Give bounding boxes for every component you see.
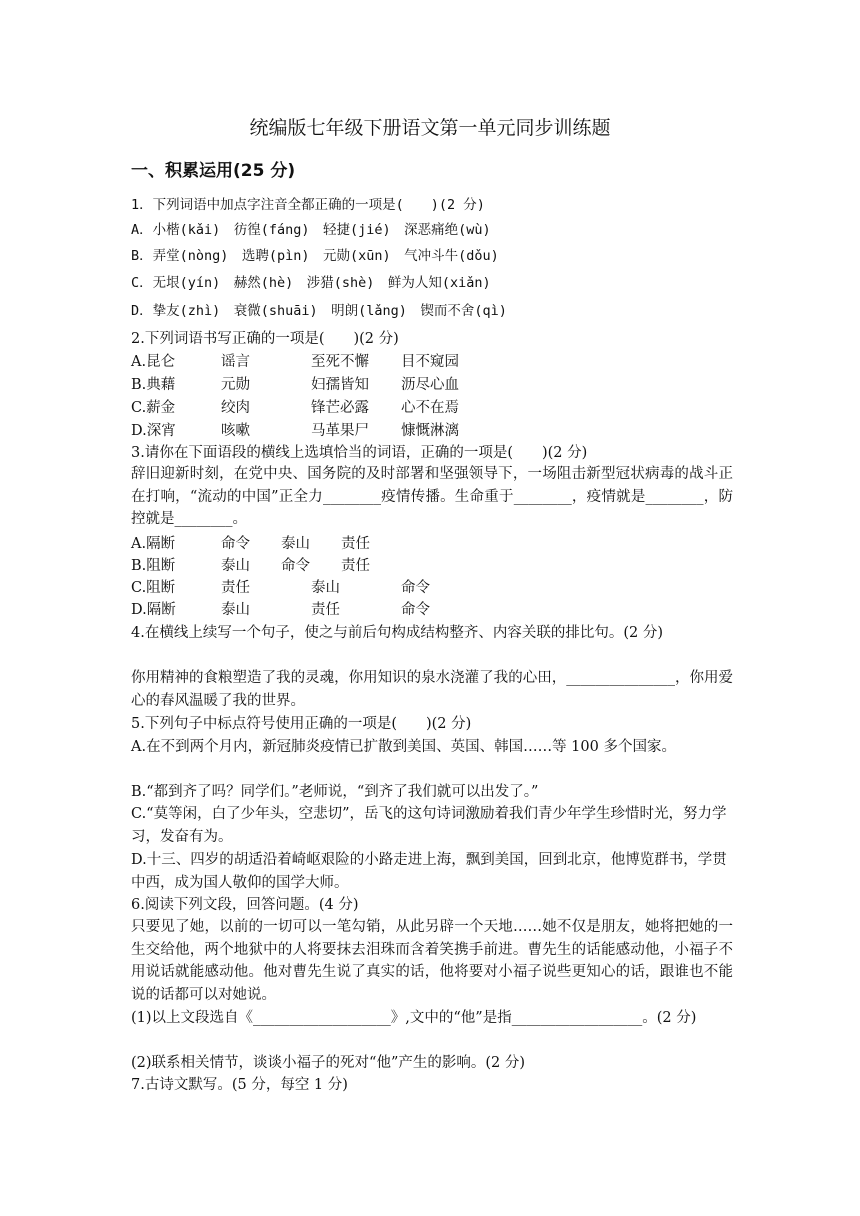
q2-cell: 锋芒必露: [311, 400, 369, 416]
q1-option-d: D．挚友(zhì) 衰微(shuāi) 明朗(lǎng) 锲而不舍(qì): [131, 303, 507, 319]
q2-cell: 慷慨淋漓: [401, 423, 459, 439]
q4-passage: 你用精神的食粮塑造了我的灵魂，你用知识的泉水浇灌了我的心田，_______________，你用爱心的春风温暖了我的世界。: [131, 670, 733, 709]
q3-cell: 泰山: [311, 580, 340, 596]
q4-stem: 4.在横线上续写一个句子，使之与前后句构成结构整齐、内容关联的排比句。(2 分): [131, 625, 663, 641]
q3-cell: 命令: [401, 602, 430, 618]
q2-cell: 目不窥园: [401, 354, 459, 370]
q6-sub2: (2)联系相关情节，谈谈小福子的死对“他”产生的影响。(2 分): [131, 1055, 526, 1071]
q2-row-d: [131, 420, 731, 442]
q2-cell: 心不在焉: [401, 400, 459, 416]
q5-option-a: A.在不到两个月内，新冠肺炎疫情已扩散到美国、英国、韩国……等 100 多个国家。: [131, 739, 676, 755]
q3-cell: 责任: [341, 536, 370, 552]
q2-cell: 谣言: [221, 354, 250, 370]
q3-row-b: [131, 555, 731, 577]
q2-cell: 咳嗽: [221, 423, 250, 439]
q2-row-b: [131, 374, 731, 396]
q2-cell: 至死不懈: [311, 354, 369, 370]
q2-row-c: [131, 397, 731, 419]
q3-cell: 命令: [221, 536, 250, 552]
q3-cell: 责任: [221, 580, 250, 596]
q5-option-d: D.十三、四岁的胡适沿着崎岖艰险的小路走进上海，飘到美国，回到北京，他博览群书，学贯中西，成为国人敬仰的国学大师。: [131, 852, 727, 891]
q3-row-a: [131, 533, 731, 555]
q1-option-b: B．弄堂(nòng) 选聘(pìn) 元勋(xūn) 气冲斗牛(dǒu): [131, 248, 499, 264]
q3-row-d: [131, 599, 731, 621]
q3-cell: 泰山: [221, 602, 250, 618]
q3-stem: 3.请你在下面语段的横线上选填恰当的词语，正确的一项是( )(2 分): [131, 445, 588, 461]
q3-cell: 泰山: [221, 558, 250, 574]
q2-cell: 妇孺皆知: [311, 377, 369, 393]
q3-cell: B.阻断: [131, 558, 176, 574]
q1-option-c: C．无垠(yín) 赫然(hè) 涉猎(shè) 鲜为人知(xiǎn): [131, 275, 491, 291]
document-title: 统编版七年级下册语文第一单元同步训练题: [249, 117, 611, 139]
q1-option-a: A．小楷(kǎi) 彷徨(fáng) 轻捷(jié) 深恶痛绝(wù): [131, 222, 491, 238]
q3-cell: 泰山: [281, 536, 310, 552]
q2-cell: D.深宵: [131, 423, 176, 439]
q3-cell: 命令: [401, 580, 430, 596]
q6-sub1: (1)以上文段选自《___________________》,文中的“他”是指__________________。(2 分): [131, 1010, 697, 1026]
q5-option-c: C.“莫等闲，白了少年头，空悲切”，岳飞的这句诗词激励着我们青少年学生珍惜时光，努力学习，发奋有为。: [131, 806, 727, 845]
q6-passage: 只要见了她，以前的一切可以一笔勾销，从此另辟一个天地……她不仅是朋友，她将把她的一生交给他，两个地狱中的人将要抹去泪珠而含着笑携手前进。曹先生的话能感动他，小福子不用说话就能感动他。他对曹先生说了真实的话，他将要对小福子说些更知心的话，跟谁也不能说的话都可以对她说。: [131, 919, 733, 1003]
q3-cell: 责任: [341, 558, 370, 574]
q3-cell: C.阻断: [131, 580, 176, 596]
q3-cell: D.隔断: [131, 602, 176, 618]
q7-stem: 7.古诗文默写。(5 分，每空 1 分): [131, 1077, 348, 1093]
q2-cell: A.昆仑: [131, 354, 176, 370]
q5-option-b: B.“都到齐了吗？同学们。”老师说，“到齐了我们就可以出发了。”: [131, 784, 539, 800]
q2-cell: 绞肉: [221, 400, 250, 416]
q3-cell: 责任: [311, 602, 340, 618]
q3-passage: 辞旧迎新时刻，在党中央、国务院的及时部署和坚强领导下，一场阻击新型冠状病毒的战斗正在打响，“流动的中国”正全力________疫情传播。生命重于________，疫情就是________，防控就是________。: [131, 466, 733, 527]
q2-cell: C.薪金: [131, 400, 176, 416]
q2-cell: 沥尽心血: [401, 377, 459, 393]
q2-stem: 2.下列词语书写正确的一项是( )(2 分): [131, 331, 399, 347]
section-heading: 一、积累运用(25 分): [131, 161, 296, 181]
q2-cell: 元勋: [221, 377, 250, 393]
q3-row-c: [131, 577, 731, 599]
q6-stem: 6.阅读下列文段，回答问题。(4 分): [131, 897, 359, 913]
q2-cell: 马革果尸: [311, 423, 369, 439]
q5-stem: 5.下列句子中标点符号使用正确的一项是( )(2 分): [131, 716, 472, 732]
q3-cell: A.隔断: [131, 536, 176, 552]
q2-row-a: [131, 351, 731, 373]
q3-cell: 命令: [281, 558, 310, 574]
q1-stem: 1．下列词语中加点字注音全都正确的一项是( )(2 分): [131, 197, 485, 213]
q2-cell: B.典藉: [131, 377, 176, 393]
